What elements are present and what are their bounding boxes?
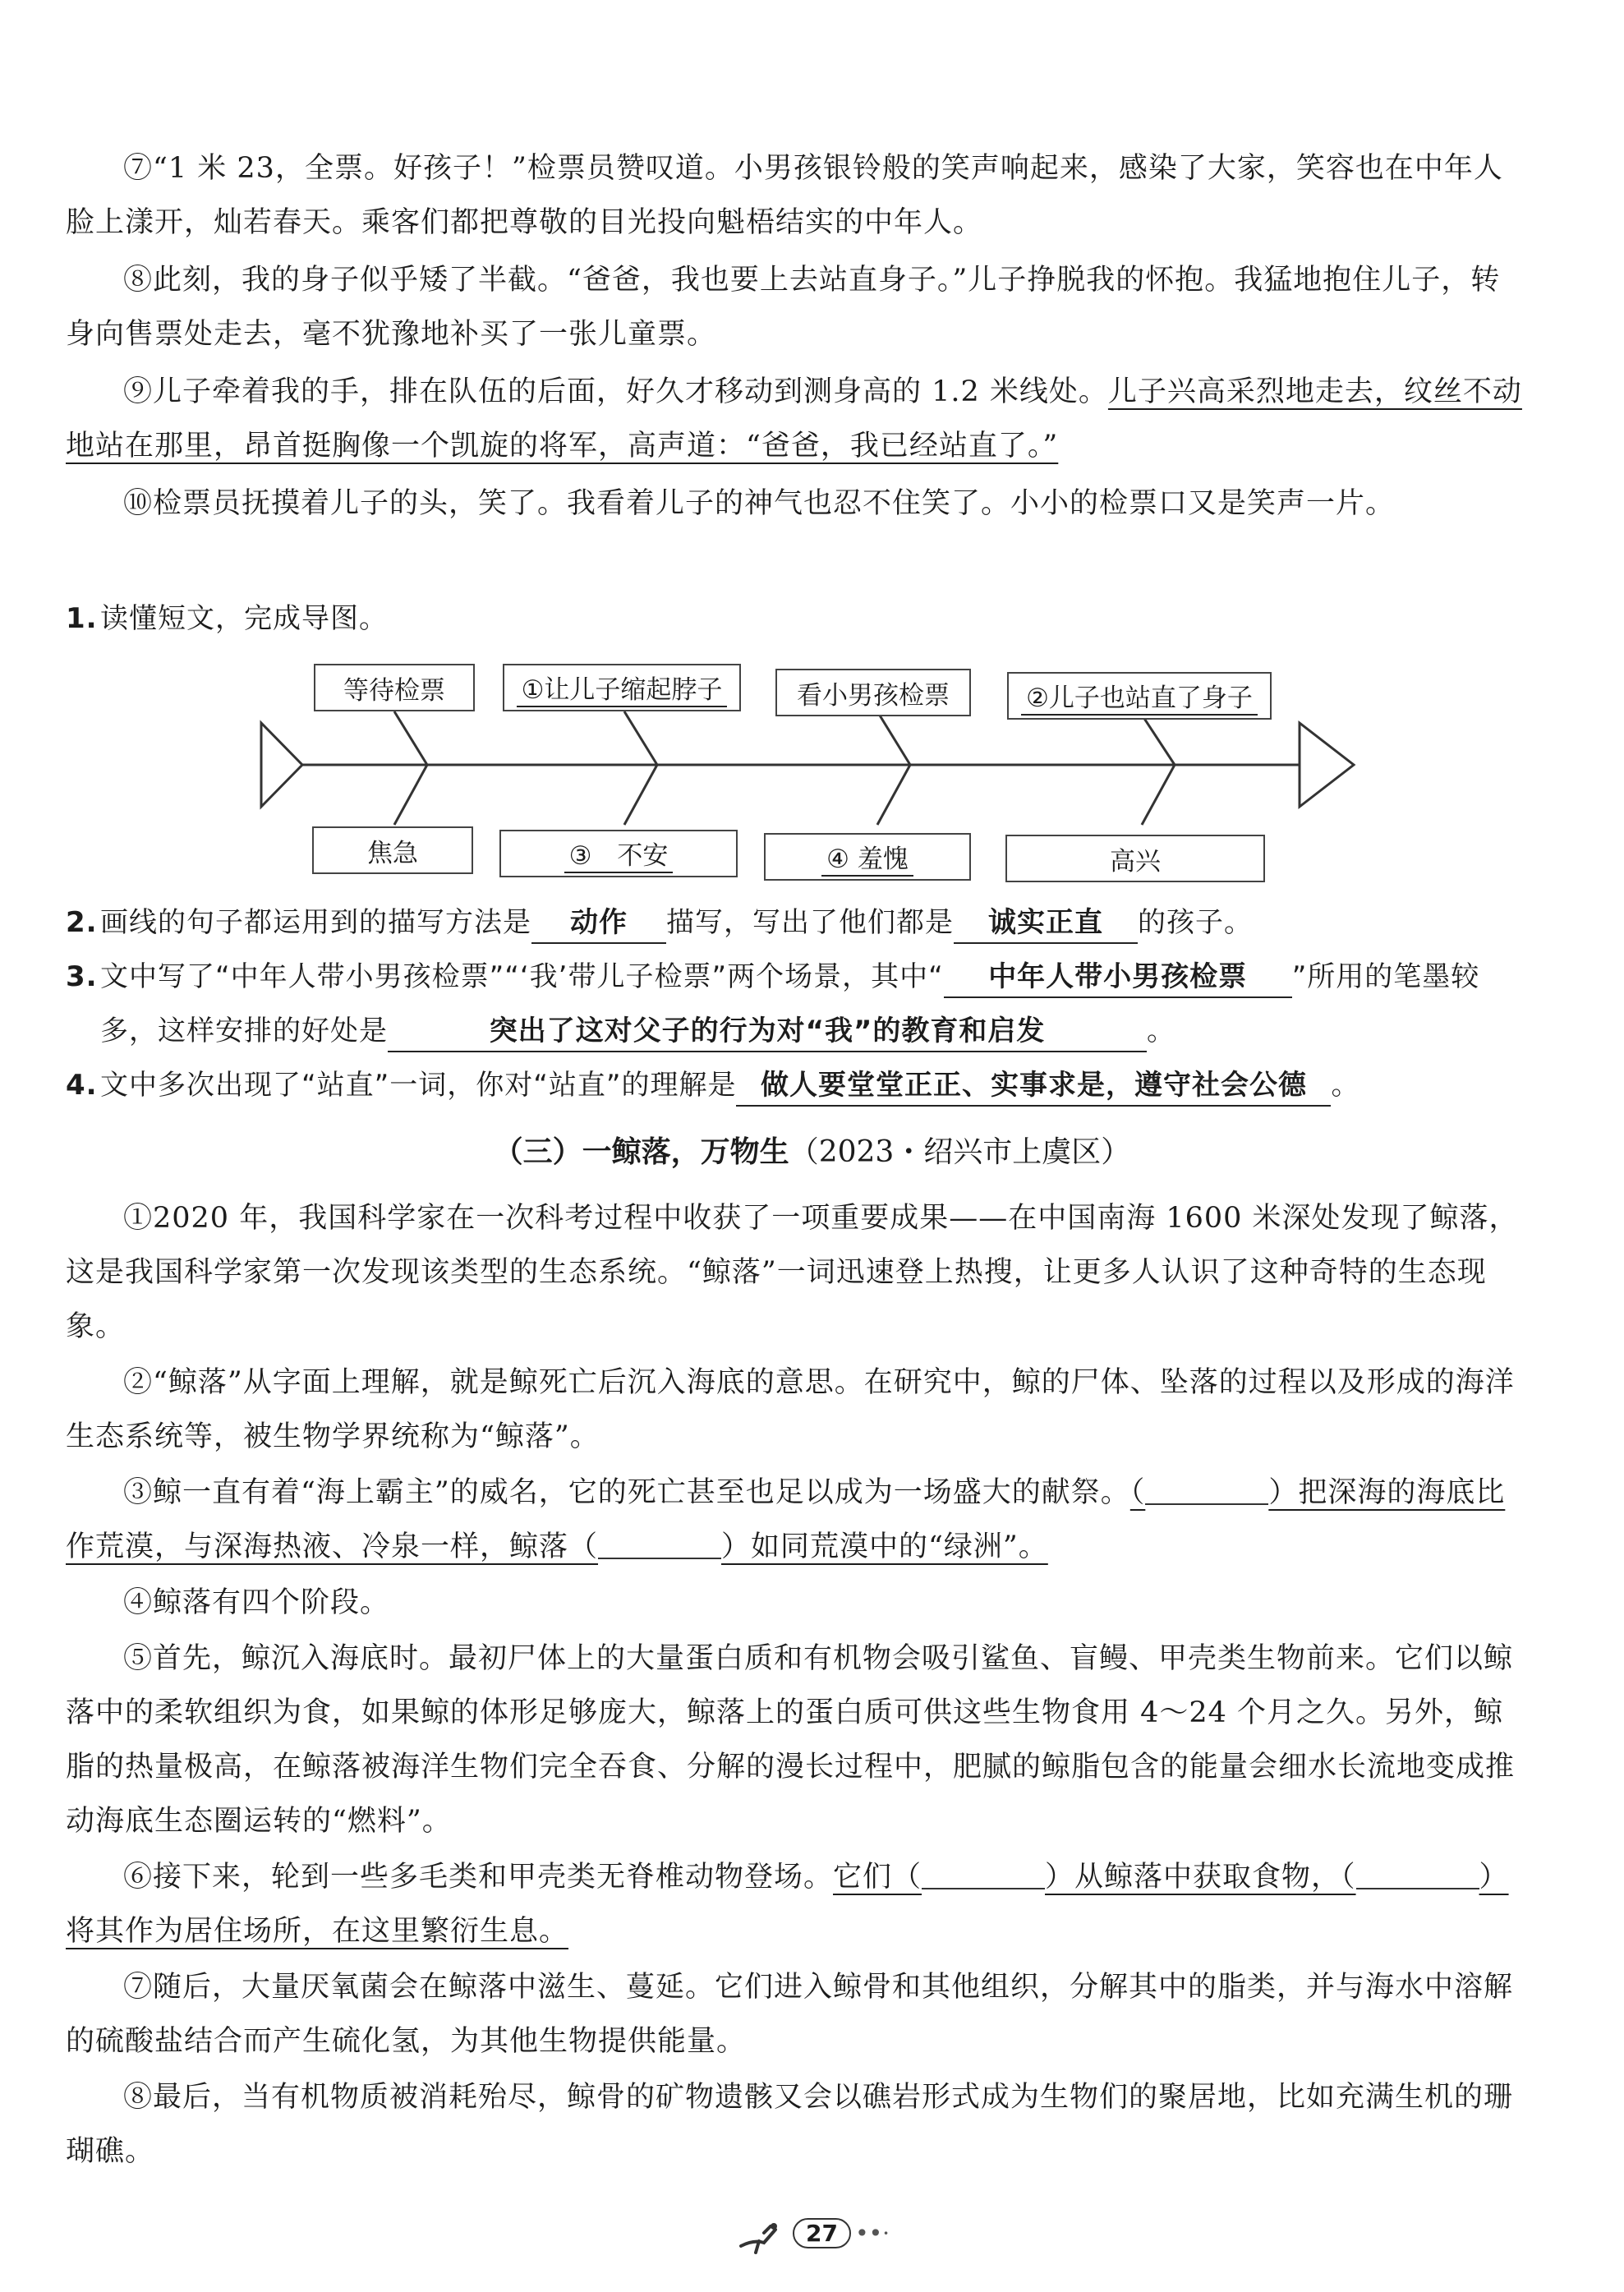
question-3: 3. 文中写了“中年人带小男孩检票”“‘我’带儿子检票”两个场景，其中“ 中年人带小男孩检票 ”所用的笔墨较多，这样安排的好处是 突出了这对父子的行为对“我”的教育和启发 。 <box>66 950 1525 1058</box>
paragraph-10: ⑩检票员抚摸着儿子的头，笑了。我看着儿子的神气也忍不住笑了。小小的检票口又是笑声一片。 <box>123 487 1396 520</box>
s3-paragraph-7: ⑦随后，大量厌氧菌会在鲸落中滋生、蔓延。它们进入鲸骨和其他组织，分解其中的脂类，并与海水中溶解的硫酸盐结合而产生硫化氢，为其他生物提供能量。 <box>66 1971 1514 2058</box>
questions-2-4 <box>66 895 1525 1112</box>
diagram-box-top-1: 等待检票 <box>314 664 475 711</box>
s3-paragraph-2: ②“鲸落”从字面上理解，就是鲸死亡后沉入海底的意思。在研究中，鲸的尸体、坠落的过程以及形成的海洋生态系统等，被生物学界统称为“鲸落”。 <box>66 1366 1515 1453</box>
s3-paragraph-8: ⑧最后，当有机物质被消耗殆尽，鲸骨的矿物遗骸又会以礁岩形式成为生物们的聚居地，比如充满生机的珊瑚礁。 <box>66 2081 1514 2168</box>
underlined-sentence: 儿子兴高采烈地走去，纹丝不动地站在那里，昂首挺胸像一个凯旋的将军，高声道：“爸爸，我已经站直了。” <box>66 375 1522 463</box>
fill-blank-1[interactable] <box>1145 1474 1268 1505</box>
answer-3b: 突出了这对父子的行为对“我”的教育和启发 <box>388 1011 1147 1052</box>
section-title: （三）一鲸落，万物生（2023・绍兴市上虞区） <box>493 1134 1131 1169</box>
fill-blank-2[interactable] <box>598 1528 721 1559</box>
fishbone-diagram <box>0 0 1624 904</box>
answer-2a: 动作 <box>531 903 666 944</box>
answer-2b: 诚实正直 <box>954 903 1138 944</box>
s3-paragraph-6: ⑥接下来，轮到一些多毛类和甲壳类无脊椎动物登场。它们（ ）从鲸落中获取食物，（ ）将其作为居住场所，在这里繁衍生息。 <box>66 1850 1525 1958</box>
answer-4: 做人要堂堂正正、实事求是，遵守社会公德 <box>736 1065 1331 1107</box>
fill-blank-3[interactable] <box>922 1858 1045 1889</box>
diagram-box-bottom-4: 高兴 <box>1005 835 1265 882</box>
answer-3a: 中年人带小男孩检票 <box>944 957 1292 998</box>
diagram-box-bottom-3: ④ 羞愧 <box>764 833 971 881</box>
paragraph-8: ⑧此刻，我的身子似乎矮了半截。“爸爸，我也要上去站直身子。”儿子挣脱我的怀抱。我猛地抱住儿子，转身向售票处走去，毫不犹豫地补买了一张儿童票。 <box>66 264 1501 351</box>
s3-paragraph-3: ③鲸一直有着“海上霸主”的威名，它的死亡甚至也足以成为一场盛大的献祭。（ ）把深海的海底比作荒漠，与深海热液、冷泉一样，鲸落（ ）如同荒漠中的“绿洲”。 <box>66 1466 1525 1574</box>
section-source: （2023・绍兴市上虞区） <box>789 1135 1131 1169</box>
diagram-box-bottom-2: ③ 不安 <box>499 830 738 877</box>
fill-blank-4[interactable] <box>1356 1858 1479 1889</box>
tail-triangle <box>261 723 302 807</box>
s3-paragraph-1: ①2020 年，我国科学家在一次科考过程中收获了一项重要成果——在中国南海 1600 米深处发现了鲸落，这是我国科学家第一次发现该类型的生态系统。“鲸落”一词迅速登上热搜，让更多人认识了这种奇特的生态现象。 <box>66 1202 1519 1343</box>
diagram-box-top-3: 看小男孩检票 <box>775 669 971 716</box>
question-text: 读懂短文，完成导图。 <box>100 602 388 635</box>
paragraph-7: ⑦“1 米 23，全票。好孩子！”检票员赞叹道。小男孩银铃般的笑声响起来，感染了大家，笑容也在中年人脸上漾开，灿若春天。乘客们都把尊敬的目光投向魁梧结实的中年人。 <box>66 152 1503 239</box>
runner-logo-icon <box>734 2221 784 2254</box>
diagram-box-top-4: ②儿子也站直了身子 <box>1007 672 1272 720</box>
question-number: 1. <box>66 602 98 635</box>
diagram-box-top-2: ①让儿子缩起脖子 <box>503 664 741 711</box>
paragraph-9-text: ⑨儿子牵着我的手，排在队伍的后面，好久才移动到测身高的 1.2 米线处。 <box>123 375 1108 408</box>
s3-paragraph-4: ④鲸落有四个阶段。 <box>123 1586 390 1619</box>
head-arrow <box>1300 723 1354 807</box>
question-4: 4. 文中多次出现了“站直”一词，你对“站直”的理解是 做人要堂堂正正、实事求是，遵守社会公德 。 <box>66 1058 1525 1112</box>
footer-dots: ••· <box>855 2220 890 2247</box>
section-3-text <box>66 1191 1525 2179</box>
page-number: 27 <box>793 2218 851 2248</box>
s3-paragraph-5: ⑤首先，鲸沉入海底时。最初尸体上的大量蛋白质和有机物会吸引鲨鱼、盲鳗、甲壳类生物前来。它们以鲸落中的柔软组织为食，如果鲸的体形足够庞大，鲸落上的蛋白质可供这些生物食用 4～24 个月之久。另外，鲸脂的热量极高，在鲸落被海洋生物们完全吞食、分解的漫长过程中，肥腻的鲸脂包含的能量会细水长流地变成推动海底生态圈运转的“燃料”。 <box>66 1642 1516 1838</box>
diagram-box-bottom-1: 焦急 <box>312 826 473 874</box>
page-footer <box>0 2218 1624 2254</box>
question-2: 2. 画线的句子都运用到的描写方法是 动作 描写，写出了他们都是 诚实正直 的孩子。 <box>66 895 1525 950</box>
